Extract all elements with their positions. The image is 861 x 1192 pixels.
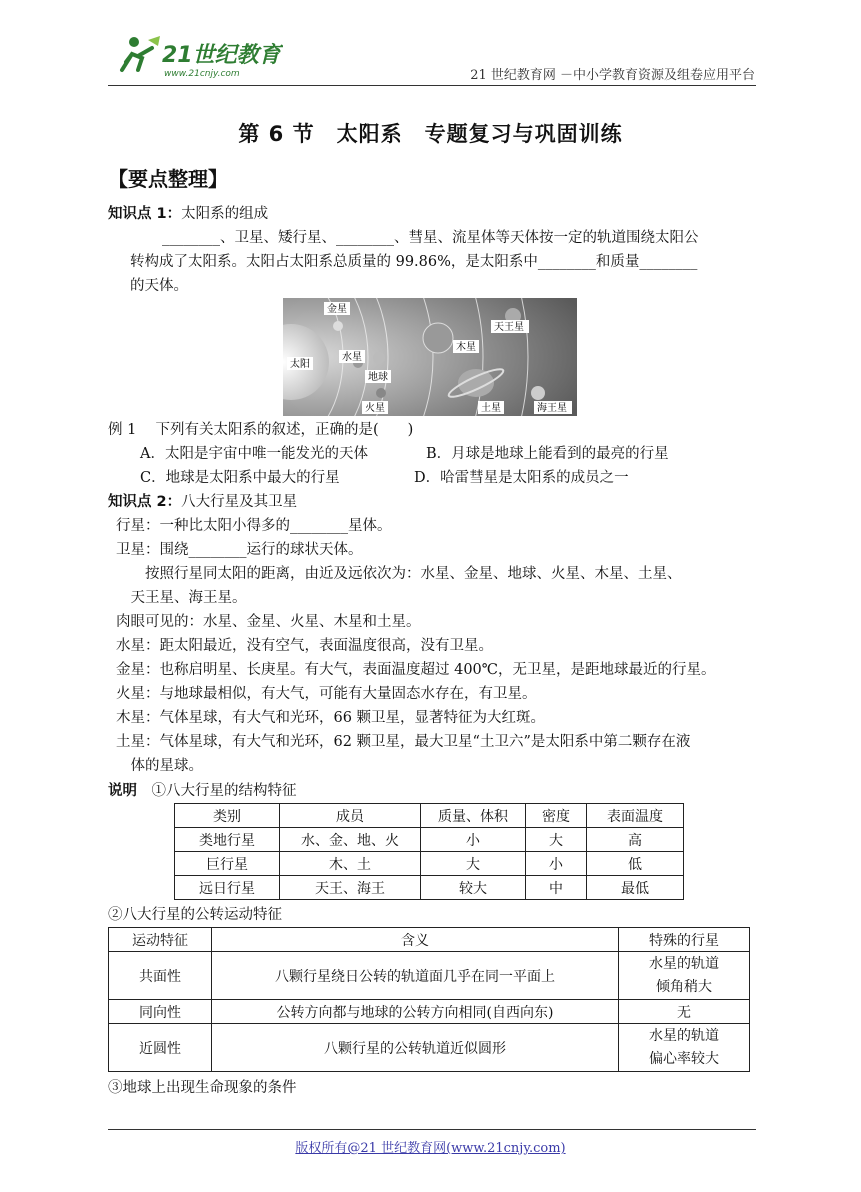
table-header-cell: 运动特征 <box>109 928 212 952</box>
label-saturn: 土星 <box>481 403 501 414</box>
label-uranus: 天王星 <box>494 322 524 333</box>
note-label: 说明 <box>108 783 137 799</box>
table-header-cell: 成员 <box>280 804 421 828</box>
table2-caption: ②八大行星的公转运动特征 <box>108 907 282 923</box>
table-header-row <box>175 804 684 828</box>
table1-caption: ①八大行星的结构特征 <box>151 783 297 799</box>
cell-line: 偏心率较大 <box>649 1050 719 1067</box>
table-cell: 大 <box>526 828 587 852</box>
table-cell: 中 <box>526 876 587 900</box>
cell-line: 倾角稍大 <box>656 978 712 995</box>
kp2-title: 八大行星及其卫星 <box>181 494 298 510</box>
table-row <box>109 952 750 1000</box>
table-cell: 水、金、地、火 <box>280 828 421 852</box>
example1-option-c: C．地球是太阳系中最大的行星 <box>140 470 340 486</box>
table-cell: 最低 <box>587 876 684 900</box>
kp2-line: 行星：一种比太阳小得多的________星体。 <box>116 518 392 534</box>
kp2-label: 知识点 2： <box>108 494 182 510</box>
example1-option-d: D．哈雷彗星是太阳系的成员之一 <box>414 470 629 486</box>
table-cell: 类地行星 <box>175 828 280 852</box>
kp1-title: 太阳系的组成 <box>181 206 269 222</box>
table-cell: 公转方向都与地球的公转方向相同(自西向东) <box>212 1000 619 1024</box>
table-row <box>109 1024 750 1072</box>
kp2-line: 金星：也称启明星、长庚星。有大气，表面温度超过 400℃，无卫星，是距地球最近的行星。 <box>116 662 716 678</box>
label-neptune: 海王星 <box>537 403 567 414</box>
cell-line: 水星的轨道 <box>649 955 719 972</box>
table-cell: 小 <box>526 852 587 876</box>
table-cell: 巨行星 <box>175 852 280 876</box>
planet-structure-table <box>174 803 684 900</box>
kp2-line: 土星：气体星球，有大气和光环，62 颗卫星，最大卫星“土卫六”是太阳系中第二颗存在液 <box>116 734 691 750</box>
table-row <box>175 828 684 852</box>
table-header-row <box>109 928 750 952</box>
label-earth: 地球 <box>368 372 388 383</box>
kp2-line: 卫星：围绕________运行的球状天体。 <box>116 542 363 558</box>
label-mercury: 水星 <box>342 352 362 363</box>
example1-option-a: A．太阳是宇宙中唯一能发光的天体 <box>140 446 368 462</box>
table-cell: 八颗行星的公转轨道近似圆形 <box>212 1024 619 1072</box>
table-cell: 大 <box>421 852 526 876</box>
page-title: 第 6 节 太阳系 专题复习与巩固训练 <box>238 122 623 146</box>
label-jupiter: 木星 <box>456 342 476 353</box>
table-header-cell: 表面温度 <box>587 804 684 828</box>
cell-line: 水星的轨道 <box>649 1027 719 1044</box>
table-header-cell: 密度 <box>526 804 587 828</box>
kp2-line: 木星：气体星球，有大气和光环，66 颗卫星，显著特征为大红斑。 <box>116 710 546 726</box>
table-header-cell: 质量、体积 <box>421 804 526 828</box>
site-logo <box>108 32 283 82</box>
footer-divider <box>108 1129 756 1130</box>
table-cell: 同向性 <box>109 1000 212 1024</box>
header-site-tagline: 21 世纪教育网 －中小学教育资源及组卷应用平台 <box>470 68 755 83</box>
table-cell: 较大 <box>421 876 526 900</box>
table-cell: 共面性 <box>109 952 212 1000</box>
table-cell: 木、土 <box>280 852 421 876</box>
table-cell: 低 <box>587 852 684 876</box>
label-sun: 太阳 <box>290 359 310 370</box>
label-mars: 火星 <box>365 403 385 414</box>
table3-caption: ③地球上出现生命现象的条件 <box>108 1080 297 1096</box>
logo-text: 21世纪教育 <box>162 43 281 68</box>
kp2-line: 火星：与地球最相似，有大气，可能有大量固态水存在，有卫星。 <box>116 686 537 702</box>
table-cell: 高 <box>587 828 684 852</box>
table-row <box>109 1000 750 1024</box>
header-divider <box>108 85 756 86</box>
table-row <box>175 876 684 900</box>
example1-stem: 例 1 下列有关太阳系的叙述，正确的是( ) <box>108 422 414 438</box>
table-cell: 远日行星 <box>175 876 280 900</box>
kp1-paragraph-line1: ________、卫星、矮行星、________、彗星、流星体等天体按一定的轨道围绕太阳公 <box>162 230 699 246</box>
note-caption-1 <box>108 779 297 803</box>
solar-system-figure <box>283 298 577 416</box>
kp2-line: 天王星、海王星。 <box>116 590 247 606</box>
table-header-cell: 特殊的行星 <box>619 928 750 952</box>
label-venus: 金星 <box>327 304 347 315</box>
table-cell: 近圆性 <box>109 1024 212 1072</box>
kp1-paragraph-line2: 转构成了太阳系。太阳占太阳系总质量的 99.86%，是太阳系中________和质量________ <box>130 254 698 270</box>
footer-copyright-link[interactable]: 版权所有@21 世纪教育网(www.21cnjy.com) <box>295 1141 566 1156</box>
planet-orbit-table <box>108 927 750 1072</box>
kp2-line: 体的星球。 <box>116 758 203 774</box>
kp1-heading <box>108 202 268 226</box>
kp2-line: 肉眼可见的：水星、金星、火星、木星和土星。 <box>116 614 421 630</box>
table-cell: 天王、海王 <box>280 876 421 900</box>
kp1-paragraph-line3: 的天体。 <box>130 278 188 294</box>
table-cell: 小 <box>421 828 526 852</box>
table-row <box>175 852 684 876</box>
table-cell: 八颗行星绕日公转的轨道面几乎在同一平面上 <box>212 952 619 1000</box>
kp2-line: 水星：距太阳最近，没有空气，表面温度很高，没有卫星。 <box>116 638 493 654</box>
kp2-line: 按照行星同太阳的距离，由近及远依次为：水星、金星、地球、火星、木星、土星、 <box>116 566 682 582</box>
table-cell: 无 <box>619 1000 750 1024</box>
table-cell <box>619 952 750 1000</box>
kp1-label: 知识点 1： <box>108 206 182 222</box>
section-heading: 【要点整理】 <box>108 167 228 191</box>
logo-url: www.21cnjy.com <box>164 69 240 79</box>
table-header-cell: 类别 <box>175 804 280 828</box>
table-cell <box>619 1024 750 1072</box>
table-header-cell: 含义 <box>212 928 619 952</box>
kp2-heading <box>108 490 297 514</box>
example1-option-b: B．月球是地球上能看到的最亮的行星 <box>426 446 669 462</box>
